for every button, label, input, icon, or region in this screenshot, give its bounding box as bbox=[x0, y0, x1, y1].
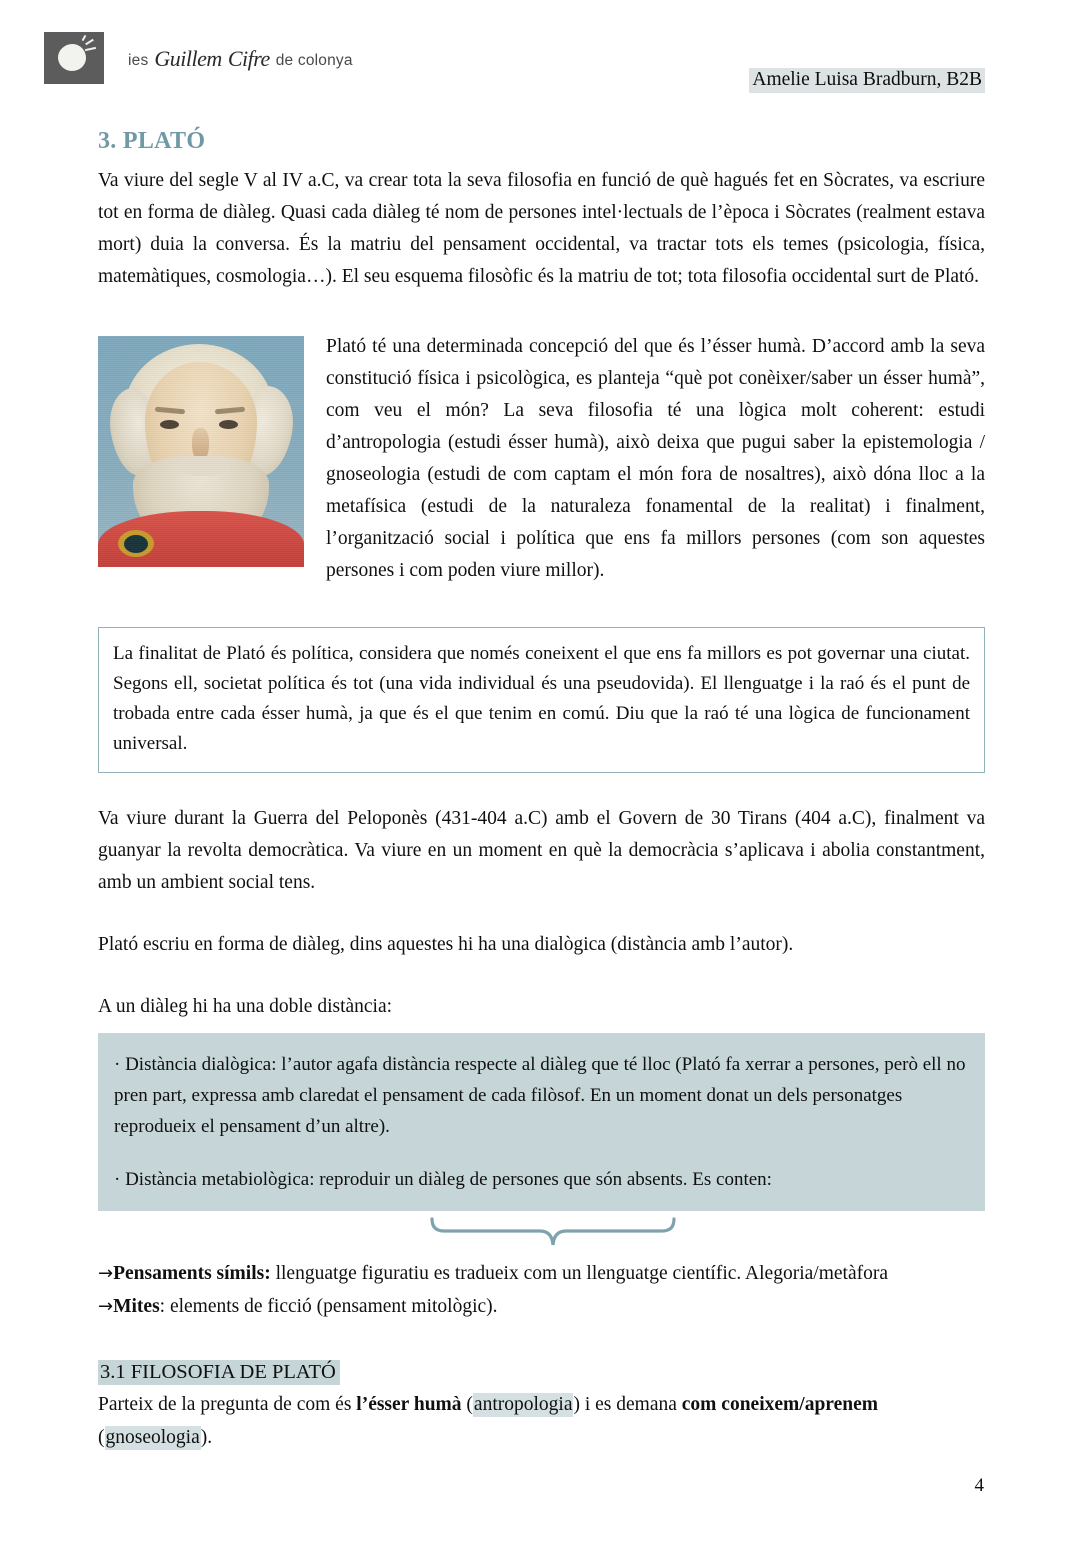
sub-text-2c: ). bbox=[200, 1427, 213, 1448]
portrait-eye-right bbox=[219, 420, 238, 429]
logo-wordmark bbox=[128, 45, 353, 71]
outlined-callout-box bbox=[98, 627, 985, 773]
sub-highlight-gnoseologia: gnoseologia bbox=[105, 1427, 200, 1448]
sub-text-2a: ( bbox=[98, 1427, 105, 1448]
figure-wrap-paragraph: Plató té una determinada concepció del que és l’ésser humà. D’accord amb la seva constitució física i psicològica, es planteja “què pot conèixer/saber un ésser humà”, com veu el món? La seva filosofia té una lògica molt coherent: estudi d’antropologia (estudi ésser humà), això deixa que pugui saber la epistemologia / gnoseologia (estudi de com captam el món fora de nosaltres), això dóna lloc a la metafísica (estudi de la naturaleza fonamental de la realitat) i finalment, l’organització social i política que ens fa millors persones (com son aquestes persones i com poden viure millor). bbox=[326, 336, 985, 581]
plato-portrait-image bbox=[98, 336, 304, 567]
sub-bold-esser-huma: l’ésser humà bbox=[356, 1394, 462, 1415]
arrow-bullet-list bbox=[98, 1257, 985, 1323]
sub-bold-com-coneixem: com coneixem/aprenem bbox=[681, 1394, 878, 1415]
arrow-right-icon: → bbox=[98, 1296, 114, 1317]
peloponnese-paragraph: Va viure durant la Guerra del Peloponès (431-404 a.C) amb el Govern de 30 Tirans (404 a.C), finalment va guanyar la revolta democràtica. Va viure en un moment en què la democràcia s’aplicava i abolia constantment, amb un ambient social tens. bbox=[98, 808, 985, 893]
doble-distancia-paragraph: A un diàleg hi ha una doble distància: bbox=[98, 996, 393, 1017]
logo-script-cifre: Cifre bbox=[227, 46, 270, 71]
arrow-item-text: : elements de ficció (pensament mitològic). bbox=[159, 1296, 498, 1317]
arrow-item-label: Pensaments símils: bbox=[113, 1263, 271, 1284]
logo-ray bbox=[82, 35, 87, 41]
arrow-item-text: llenguatge figuratiu es tradueix com un llenguatge científic. Alegoria/metàfora bbox=[270, 1263, 888, 1284]
document-content bbox=[98, 128, 985, 1454]
subsection-heading-filosofia bbox=[98, 1361, 340, 1384]
shaded-callout-box bbox=[98, 1033, 985, 1211]
arrow-item-mites bbox=[98, 1290, 985, 1323]
logo-script-guillem: Guillem bbox=[154, 46, 222, 71]
sub-text-a: Parteix de la pregunta de com és bbox=[98, 1394, 357, 1415]
portrait-brooch-gem bbox=[124, 535, 148, 553]
sub-highlight-antropologia: antropologia bbox=[473, 1394, 573, 1415]
shaded-item-metabiologica: · Distància metabiològica: reproduir un diàleg de persones que són absents. Es conten: bbox=[114, 1169, 772, 1190]
dialeg-paragraph: Plató escriu en forma de diàleg, dins aquestes hi ha una dialògica (distància amb l’autor). bbox=[98, 934, 794, 955]
shaded-item-dialogica: · Distància dialògica: l’autor agafa distància respecte al diàleg que té lloc (Plató fa xerrar a persones, però ell no pren part, expressa amb claredat el pensament de cada filòsof. En un moment donat un dels personatges reprodueix el pensament d’un altre). bbox=[114, 1054, 966, 1137]
section-heading-plato: 3. PLATÓ bbox=[98, 128, 206, 154]
subsection-heading-label: 3.1 FILOSOFIA DE PLATÓ bbox=[98, 1360, 340, 1385]
outlined-callout-text: La finalitat de Plató és política, considera que només coneixent el que ens fa millors es pot governar una ciutat. Segons ell, societat política és tot (una vida individual és una pseudovida). El llenguatge i la raó és el punt de trobada entre cada ésser humà, ja que és el que tenim en comú. Diu que la raó té una lògica de funcionament universal. bbox=[113, 643, 970, 754]
arrow-right-icon: → bbox=[98, 1263, 114, 1284]
portrait-figure-block bbox=[98, 331, 985, 587]
author-name-tag: Amelie Luisa Bradburn, B2B bbox=[749, 68, 985, 93]
logo-ray bbox=[85, 39, 94, 45]
curly-brace-down-icon bbox=[428, 1215, 678, 1255]
portrait-eye-left bbox=[160, 420, 179, 429]
logo-prefix: ies bbox=[128, 52, 149, 69]
curly-brace-wrap bbox=[98, 1213, 985, 1257]
sun-blob-logo-icon bbox=[44, 32, 104, 84]
logo-blob-shape bbox=[58, 44, 86, 71]
intro-paragraph: Va viure del segle V al IV a.C, va crear tota la seva filosofia en funció de què hagués fet en Sòcrates, va escriure tot en forma de diàleg. Quasi cada diàleg té nom de persones intel·lectuals de l’època i Sòcrates (realment estava mort) duia la conversa. És la matriu del pensament occidental, va tractar tots els temes (psicologia, física, matemàtiques, cosmologia…). El seu esquema filosòfic és la matriu de tot; tota filosofia occidental surt de Plató. bbox=[98, 170, 985, 287]
school-logo bbox=[44, 32, 353, 84]
arrow-item-label: Mites bbox=[113, 1296, 160, 1317]
page-header bbox=[0, 28, 1080, 106]
subsection-paragraph bbox=[98, 1388, 985, 1454]
page-number: 4 bbox=[974, 1475, 984, 1496]
arrow-item-pensaments-simils bbox=[98, 1257, 985, 1290]
logo-ray bbox=[85, 47, 96, 51]
logo-suffix: de colonya bbox=[275, 52, 353, 69]
sub-text-e: ) i es demana bbox=[573, 1394, 682, 1415]
sub-text-c: ( bbox=[461, 1394, 473, 1415]
document-page bbox=[0, 28, 1080, 1553]
portrait-moustache bbox=[174, 456, 230, 476]
